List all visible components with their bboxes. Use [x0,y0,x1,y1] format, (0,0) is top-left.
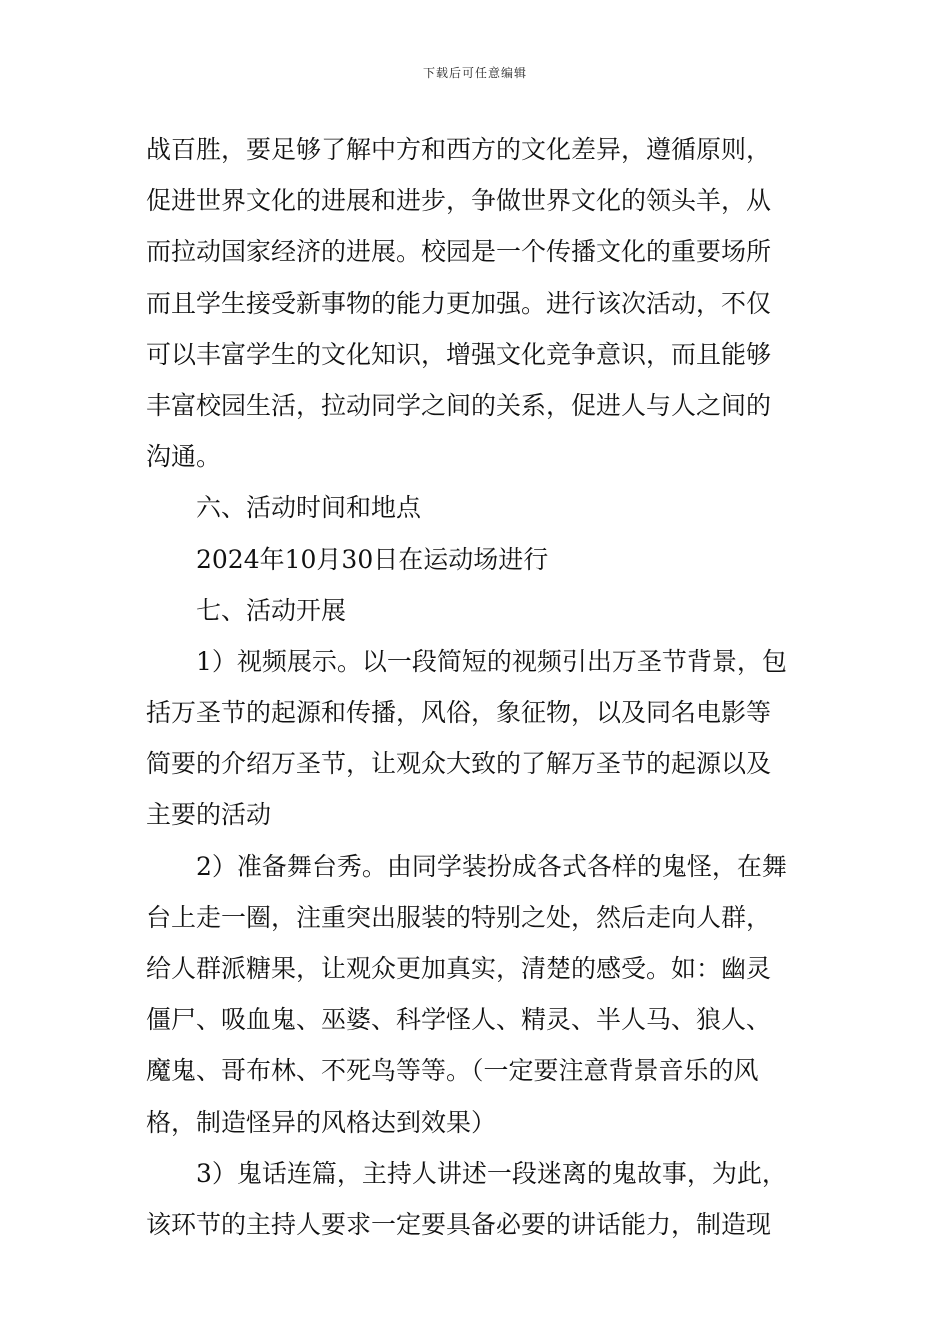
paragraph-start-line: 3）鬼话连篇，主持人讲述一段迷离的鬼故事，为此， [196,1158,787,1188]
text-line: 战百胜，要足够了解中方和西方的文化差异，遵循原则， [146,135,772,164]
text-line: 可以丰富学生的文化知识，增强文化竞争意识，而且能够 [146,339,772,369]
text-line: 给人群派糖果，让观众更加真实，清楚的感受。如：幽灵 [146,954,772,983]
text-line: 格，制造怪异的风格达到效果） [146,1107,497,1137]
text-line: 而且学生接受新事物的能力更加强。进行该次活动，不仅 [146,288,772,318]
text-line: 该环节的主持人要求一定要具备必要的讲话能力，制造现 [146,1209,772,1239]
text-line: 魔鬼、哥布林、不死鸟等等。（一定要注意背景音乐的风 [146,1056,759,1086]
text-line: 简要的介绍万圣节，让观众大致的了解万圣节的起源以及 [146,749,772,779]
page-header: 下载后可任意编辑 [422,66,527,80]
text-line: 促进世界文化的进展和进步，争做世界文化的领头羊，从 [146,186,772,216]
text-line: 台上走一圈，注重突出服装的特别之处，然后走向人群， [146,902,772,932]
section-heading-activities: 七、活动开展 [196,595,347,625]
text-line: 丰富校园生活，拉动同学之间的关系，促进人与人之间的 [146,390,772,420]
document-body [146,124,808,1250]
text-line: 而拉动国家经济的进展。校园是一个传播文化的重要场所 [146,237,772,267]
text-line: 括万圣节的起源和传播，风俗，象征物，以及同名电影等 [146,698,772,728]
text-line: 沟通。 [146,442,222,472]
paragraph-start-line: 1）视频展示。以一段简短的视频引出万圣节背景，包 [196,646,787,676]
paragraph-start-line: 2）准备舞台秀。由同学装扮成各式各样的鬼怪，在舞 [196,851,787,881]
section-heading-time-place: 六、活动时间和地点 [196,493,422,523]
text-line: 主要的活动 [146,800,272,830]
text-line: 僵尸、吸血鬼、巫婆、科学怪人、精灵、半人马、狼人、 [146,1005,772,1035]
event-date-line: 2024年10月30日在运动场进行 [196,544,549,574]
